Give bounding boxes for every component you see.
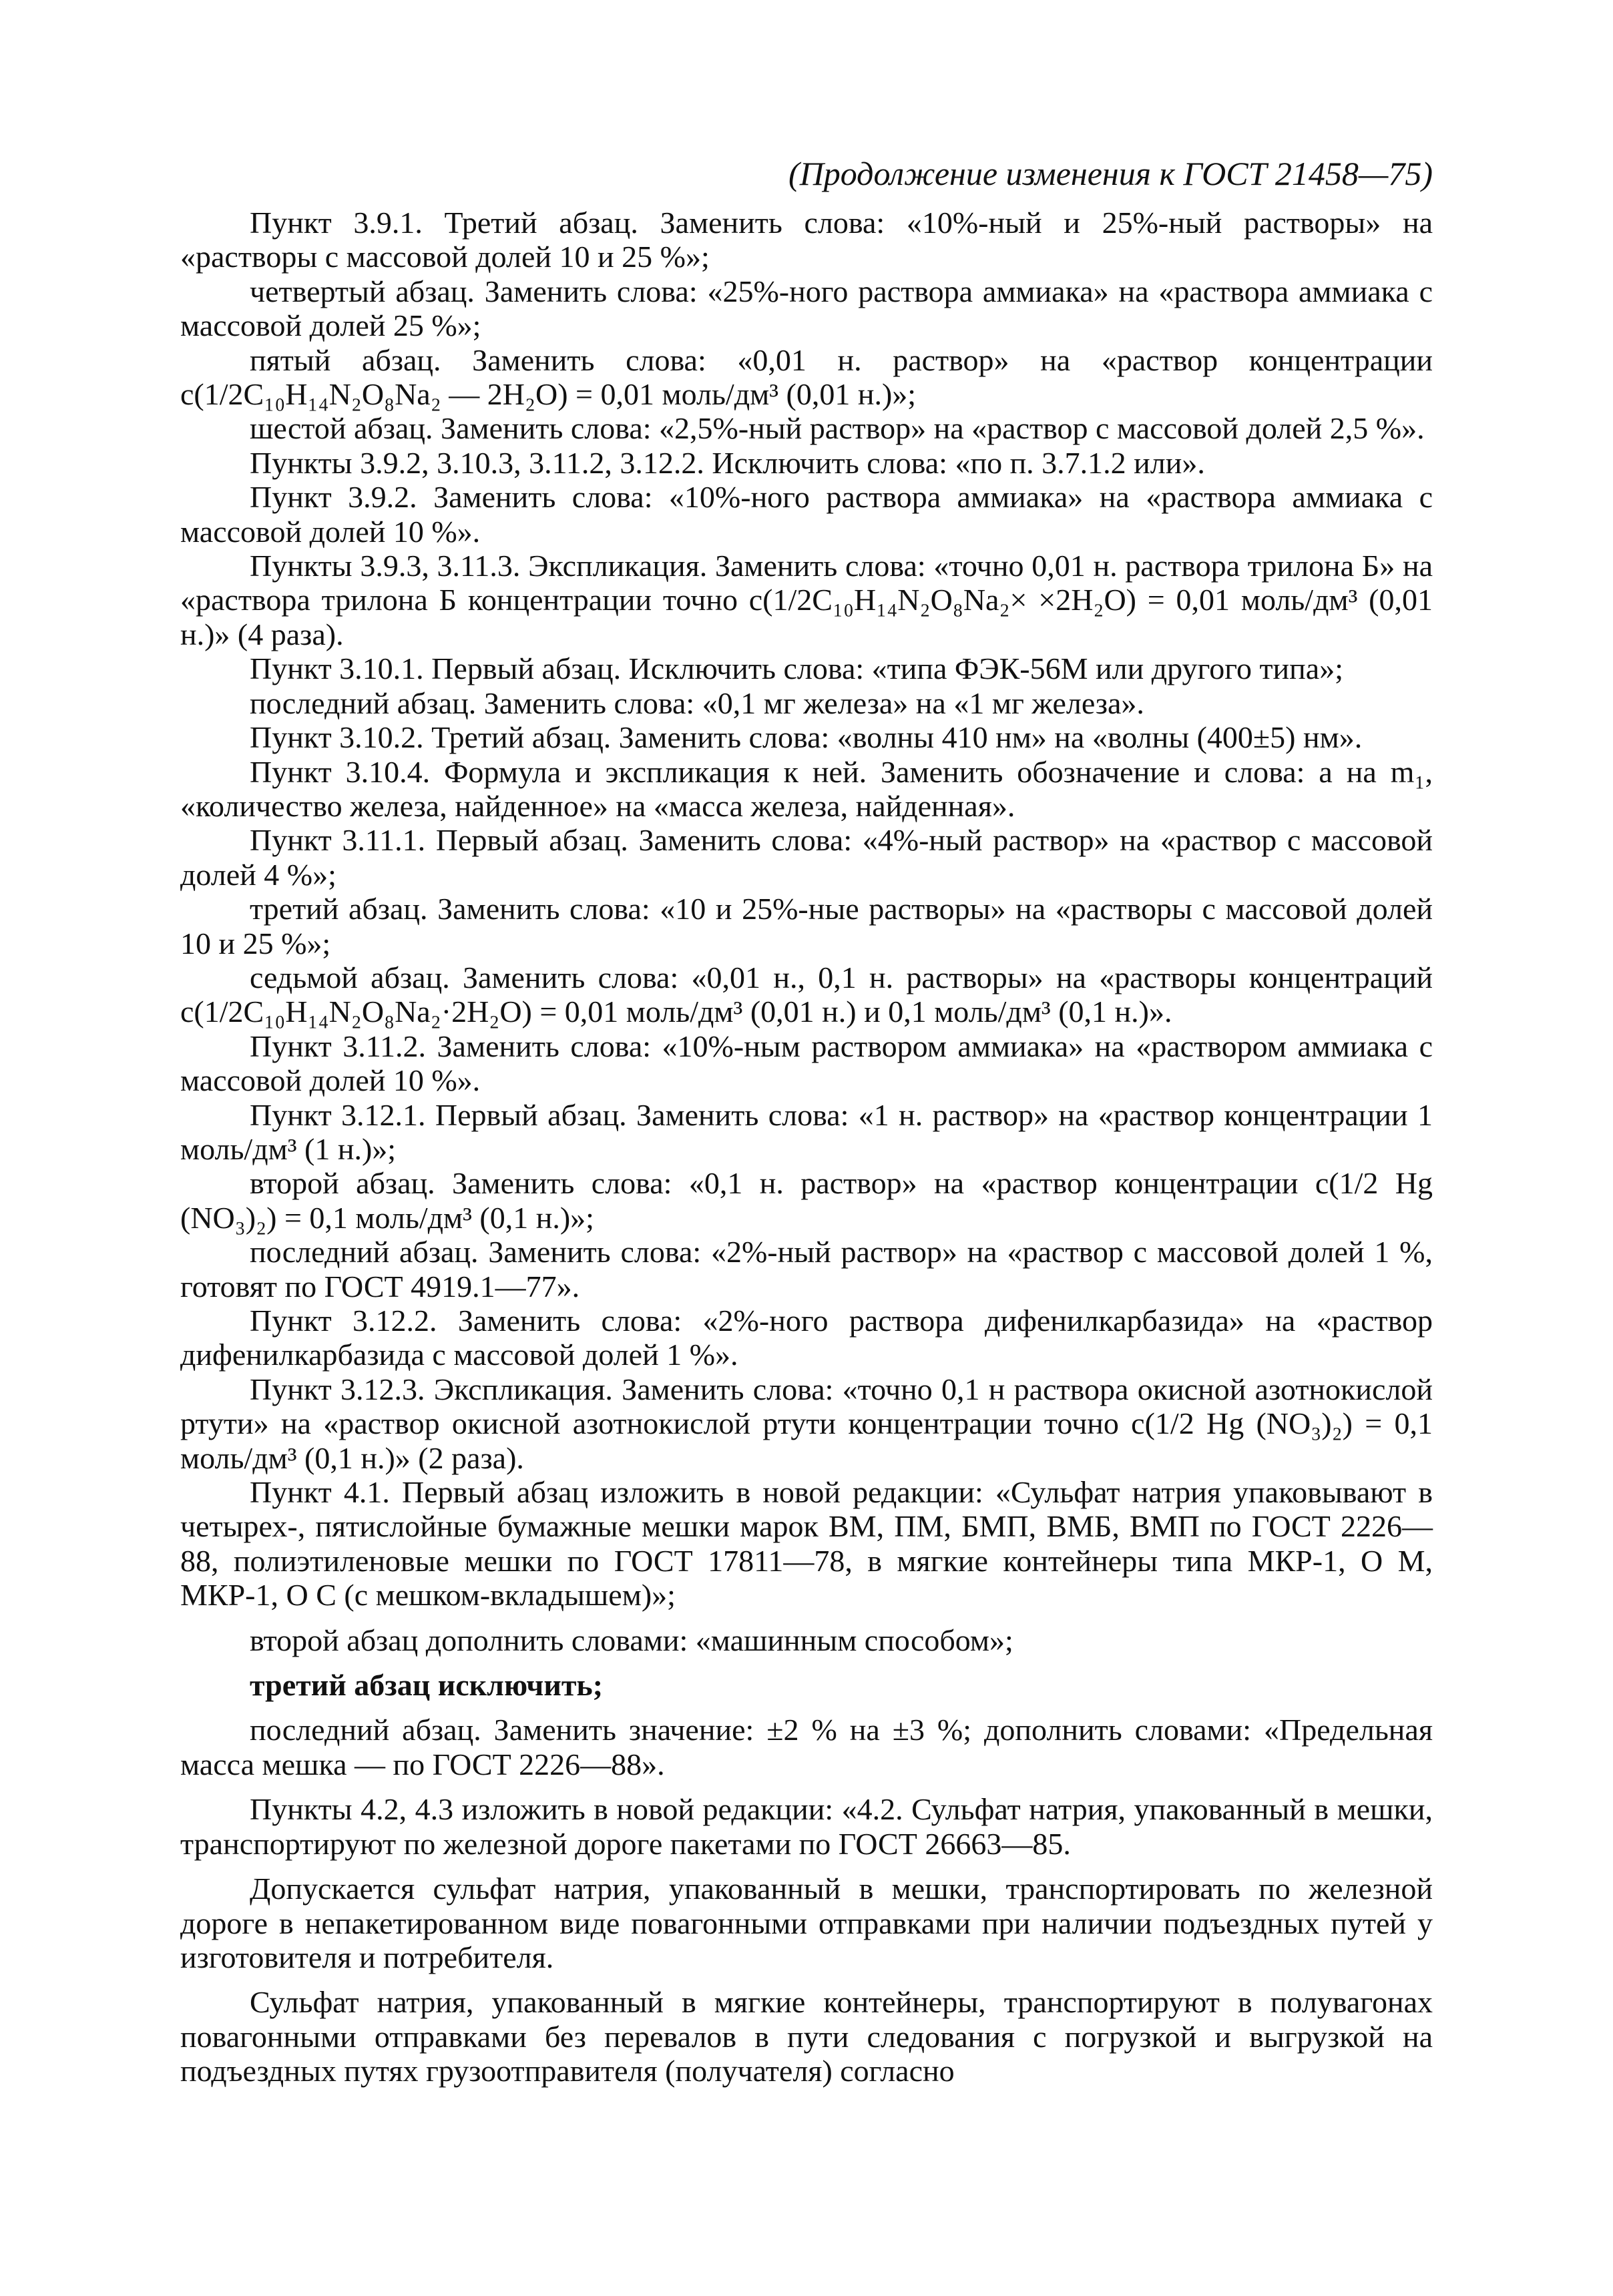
paragraph: Пункт 3.10.2. Третий абзац. Заменить слова: «волны 410 нм» на «волны (400±5) нм».	[250, 720, 1363, 755]
paragraph: Пункт 3.12.2. Заменить слова: «2%-ного раствора дифенилкарбазида» на «раствор дифенилкарбазида с массовой долей 1 %».	[180, 1304, 1433, 1372]
paragraph: Пункт 3.9.1. Третий абзац. Заменить слова: «10%-ный и 25%-ный растворы» на «растворы с массовой долей 10 и 25 %»;	[180, 206, 1433, 274]
paragraph: Пункт 3.9.2. Заменить слова: «10%-ного раствора аммиака» на «раствора аммиака с массовой долей 10 %».	[180, 480, 1433, 549]
paragraph: Пункт 3.11.2. Заменить слова: «10%-ным раствором аммиака» на «раствором аммиака с массовой долей 10 %».	[180, 1029, 1433, 1098]
document-body	[180, 206, 1433, 2088]
paragraph: последний абзац. Заменить слова: «0,1 мг железа» на «1 мг железа».	[250, 685, 1144, 720]
paragraph: Пункты 3.9.2, 3.10.3, 3.11.2, 3.12.2. Исключить слова: «по п. 3.7.1.2 или».	[250, 445, 1205, 480]
page-header: (Продолжение изменения к ГОСТ 21458—75)	[788, 155, 1433, 192]
paragraph: пятый абзац. Заменить слова: «0,01 н. раствор» на «раствор концентрации c(1/2C₁₀H₁₄N₂O₈Na₂ — 2H₂O) = 0,01 моль/дм³ (0,01 н.)»;	[180, 342, 1433, 412]
paragraph: Пункт 3.12.3. Экспликация. Заменить слова: «точно 0,1 н раствора окисной азотнокислой ртути» на «раствор окисной азотнокислой ртути концентрации точно c(1/2 Hg (NO₃)₂) = 0,1 моль/дм³ (0,1 н.)» (2 раза).	[180, 1372, 1433, 1475]
paragraph: третий абзац исключить;	[250, 1668, 604, 1703]
paragraph: шестой абзац. Заменить слова: «2,5%-ный раствор» на «раствор с массовой долей 2,5 %».	[250, 411, 1425, 446]
paragraph: второй абзац дополнить словами: «машинным способом»;	[250, 1623, 1013, 1657]
paragraph: седьмой абзац. Заменить слова: «0,01 н., 0,1 н. растворы» на «растворы концентраций c(1/2C₁₀H₁₄N₂O₈Na₂·2H₂O) = 0,01 моль/дм³ (0,01 н.) и 0,1 моль/дм³ (0,1 н.)».	[180, 960, 1433, 1029]
paragraph: Пункты 4.2, 4.3 изложить в новой редакции: «4.2. Сульфат натрия, упакованный в мешки, транспортируют по железной дороге пакетами по ГОСТ 26663—85.	[180, 1792, 1433, 1861]
paragraph: Пункт 4.1. Первый абзац изложить в новой редакции: «Сульфат натрия упаковывают в четырех-, пятислойные бумажные мешки марок ВМ, ПМ, БМП, ВМБ, ВМП по ГОСТ 2226—88, полиэтиленовые мешки по ГОСТ 17811—78, в мягкие контейнеры типа МКР-1, О М, МКР-1, О С (с мешком-вкладышем)»;	[180, 1475, 1433, 1613]
paragraph: Пункты 3.9.3, 3.11.3. Экспликация. Заменить слова: «точно 0,01 н. раствора трилона Б» на «раствора трилона Б концентрации точно c(1/2C₁₀H₁₄N₂O₈Na₂× ×2H₂O) = 0,01 моль/дм³ (0,01 н.)» (4 раза).	[180, 549, 1433, 651]
paragraph: Пункт 3.11.1. Первый абзац. Заменить слова: «4%-ный раствор» на «раствор с массовой долей 4 %»;	[180, 823, 1433, 892]
paragraph: Сульфат натрия, упакованный в мягкие контейнеры, транспортируют в полувагонах повагонными отправками без перевалов в пути следования с погрузкой и выгрузкой на подъездных путях грузоотправителя (получателя) согласно	[180, 1985, 1433, 2088]
paragraph: Пункт 3.10.4. Формула и экспликация к ней. Заменить обозначение и слова: a на m₁, «количество железа, найденное» на «масса железа, найденная».	[180, 754, 1433, 823]
paragraph: Пункт 3.10.1. Первый абзац. Исключить слова: «типа ФЭК-56М или другого типа»;	[250, 651, 1343, 686]
paragraph: последний абзац. Заменить слова: «2%-ный раствор» на «раствор с массовой долей 1 %, готовят по ГОСТ 4919.1—77».	[180, 1235, 1433, 1304]
paragraph: четвертый абзац. Заменить слова: «25%-ного раствора аммиака» на «раствора аммиака с массовой долей 25 %»;	[180, 274, 1433, 343]
paragraph: третий абзац. Заменить слова: «10 и 25%-ные растворы» на «растворы с массовой долей 10 и 25 %»;	[180, 892, 1433, 960]
paragraph: последний абзац. Заменить значение: ±2 % на ±3 %; дополнить словами: «Предельная масса мешка — по ГОСТ 2226—88».	[180, 1713, 1433, 1781]
paragraph: Допускается сульфат натрия, упакованный в мешки, транспортировать по железной дороге в непакетированном виде повагонными отправками при наличии подъездных путей у изготовителя и потребителя.	[180, 1872, 1433, 1974]
paragraph: второй абзац. Заменить слова: «0,1 н. раствор» на «раствор концентрации c(1/2 Hg (NO₃)₂) = 0,1 моль/дм³ (0,1 н.)»;	[180, 1166, 1433, 1235]
paragraph: Пункт 3.12.1. Первый абзац. Заменить слова: «1 н. раствор» на «раствор концентрации 1 моль/дм³ (1 н.)»;	[180, 1097, 1433, 1166]
